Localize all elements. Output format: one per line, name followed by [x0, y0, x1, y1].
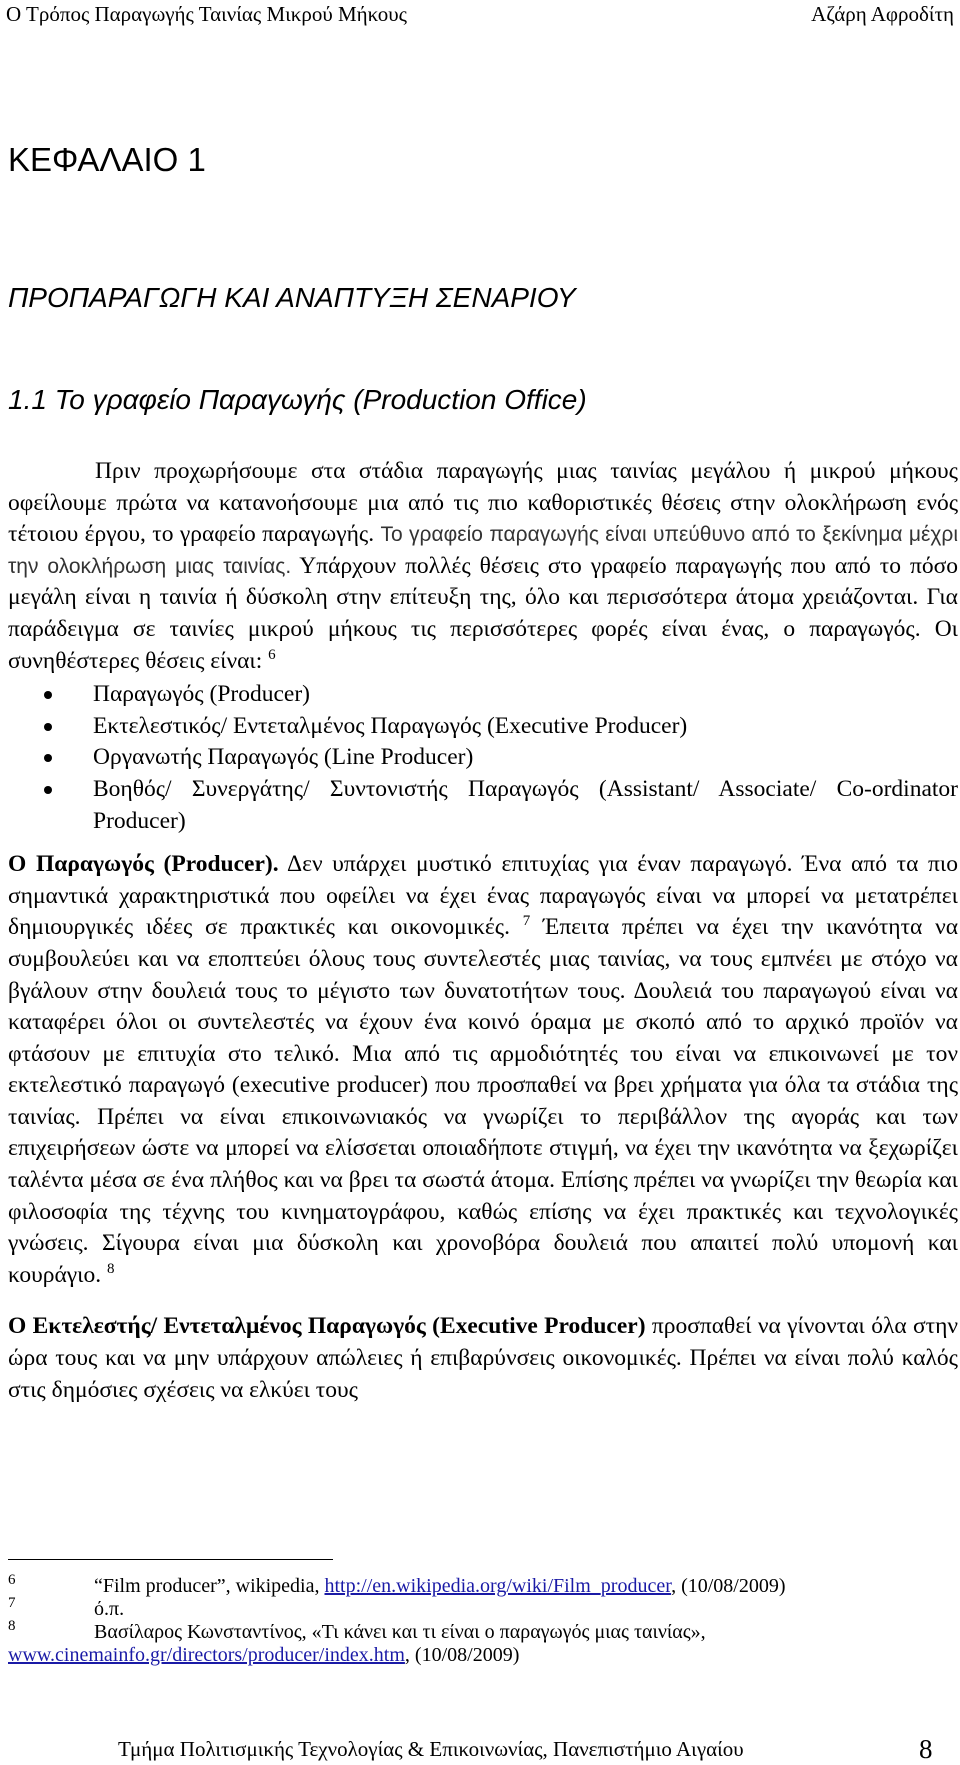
- header-document-title: Ο Τρόπος Παραγωγής Ταινίας Μικρού Μήκους: [6, 2, 407, 26]
- role-label: Οργανωτής Παραγωγός (Line Producer): [93, 744, 474, 771]
- page-footer: Τμήμα Πολιτισμικής Τεχνολογίας & Επικοινωνίας, Πανεπιστήμιο Αιγαίου: [118, 1737, 744, 1761]
- list-item: [8, 679, 958, 711]
- footnote-8: [8, 1618, 948, 1644]
- footnote-text: Βασίλαρος Κωνσταντίνος, «Τι κάνει και τι είναι ο παραγωγός μιας ταινίας»,: [94, 1621, 706, 1643]
- role-label: Βοηθός/ Συνεργάτης/ Συντονιστής Παραγωγός (Assistant/ Associate/ Co-ordinator Producer): [93, 775, 958, 834]
- producer-text-2: Έπειτα πρέπει να έχει την ικανότητα να συμβουλεύει και να εποπτεύει όλους τους συντελεστές μιας ταινίας, να τους εμπνέει με στόχο να βγάλουν στην δουλειά τους το μέγιστο των δυνατοτήτων τους. Δουλειά του παραγωγού είναι να καταφέρει όλοι οι συντελεστές να έχουν ένα κοινό όραμα με σκοπό από το αρχικό προϊόν να φτάσουν με επιτυχία στο τελικό. Μια από τις αρμοδιότητές του είναι να επικοινωνεί με τον εκτελεστικό παραγωγό (executive producer) που προσπαθεί να βρει χρήματα για όλα τα στάδια της ταινίας. Πρέπει να είναι επικοινωνιακός να γνωρίζει το περιβάλλον της αγοράς και των επιχειρήσεων ώστε να μπορεί να ελίσσεται οποιαδήποτε στιγμή, να έχει την ικανότητα να ξεχωρίζει ταλέντα μέσα σε ένα πλήθος και να βρει τα σωστά άτομα. Επίσης πρέπει να γνωρίζει την θεωρία και φιλοσοφία της τέχνης του κινηματογράφου, καθώς επίσης να έχει πρακτικές και τεχνολογικές γνώσεις. Σίγουρα είναι μια δύσκολη και χρονοβόρα δουλειά που απαιτεί πολύ υπομονή και κουράγιο.: [8, 914, 959, 1288]
- footnote-date: , (10/08/2009): [671, 1575, 786, 1597]
- footnote-number: 6: [8, 1572, 16, 1588]
- producer-heading: Ο Παραγωγός (Producer).: [8, 851, 279, 878]
- footnote-ref-7[interactable]: 7: [522, 913, 531, 930]
- bullet-icon: [44, 786, 52, 794]
- bullet-icon: [44, 754, 52, 762]
- chapter-title: ΠΡΟΠΑΡΑΓΩΓΗ ΚΑΙ ΑΝΑΠΤΥΞΗ ΣΕΝΑΡΙΟΥ: [8, 282, 576, 313]
- footnote-7: [8, 1595, 948, 1621]
- footnote-ref-6[interactable]: 6: [268, 646, 276, 663]
- footnote-text: “Film producer”, wikipedia,: [94, 1575, 320, 1597]
- role-label: Εκτελεστικός/ Εντεταλμένος Παραγωγός (Executive Producer): [93, 712, 688, 739]
- footnote-8-continuation: [8, 1644, 948, 1667]
- footnotes: [8, 1572, 948, 1667]
- list-item: [8, 711, 958, 743]
- intro-sentence-3: Υπάρχουν πολλές θέσεις στο γραφείο παραγωγής που από το πόσο μεγάλη είναι η ταινία ή δύσκολη στην επίτευξη της, όλο και περισσότερα άτομα χρειάζονται. Για παράδειγμα σε ταινίες μικρού μήκους τις περισσότερες φορές είναι ένας, ο παραγωγός. Οι συνηθέστερες θέσεις είναι:: [8, 552, 958, 674]
- footnote-date: , (10/08/2009): [404, 1644, 520, 1666]
- role-label: Παραγωγός (Producer): [93, 681, 310, 708]
- producer-paragraph: [8, 849, 958, 1291]
- intro-sentence-2: Το γραφείο παραγωγής είναι υπεύθυνο από το ξεκίνημα μέχρι την ολοκλήρωση μιας ταινίας.: [8, 523, 959, 578]
- footnote-separator: [8, 1559, 333, 1560]
- footnote-text: ό.π.: [94, 1598, 125, 1620]
- bullet-icon: [44, 691, 52, 699]
- list-item: [8, 774, 958, 837]
- header-author: Αζάρη Αφροδίτη: [811, 2, 954, 26]
- bullet-icon: [44, 723, 52, 731]
- producer-text-1: Δεν υπάρχει μυστικό επιτυχίας για έναν παραγωγό. Ένα από τα πιο σημαντικά χαρακτηριστικά που οφείλει να έχει ένας παραγωγός είναι να μπορεί να μετατρέπει δημιουργικές ιδέες σε πρακτικές και οικονομικές.: [8, 851, 958, 941]
- roles-list: [8, 679, 958, 837]
- chapter-label: ΚΕΦΑΛΑΙΟ 1: [8, 141, 206, 178]
- footnote-number: 7: [8, 1595, 16, 1611]
- list-item: [8, 742, 958, 774]
- intro-paragraph: [8, 456, 958, 677]
- cinemainfo-link[interactable]: www.cinemainfo.gr/directors/producer/index.htm: [8, 1644, 405, 1666]
- section-title: 1.1 Το γραφείο Παραγωγής (Production Office): [8, 384, 587, 415]
- executive-heading: Ο Εκτελεστής/ Εντεταλμένος Παραγωγός (Executive Producer): [8, 1313, 646, 1340]
- running-header: [6, 0, 954, 28]
- executive-text: προσπαθεί να γίνονται όλα στην ώρα τους και να μην υπάρχουν απώλειες ή επιβαρύνσεις οικονομικές. Πρέπει να είναι πολύ καλός στις δημόσιες σχέσεις να ελκύει τους: [8, 1313, 959, 1403]
- intro-sentence-1: Πριν προχωρήσουμε στα στάδια παραγωγής μιας ταινίας μεγάλου ή μικρού μήκους οφείλουμε πρώτα να κατανοήσουμε μια από τις πιο καθοριστικές θέσεις στην ολοκλήρωση ενός τέτοιου έργου, το γραφείο παραγωγής.: [8, 458, 958, 548]
- footnote-number: 8: [8, 1618, 16, 1634]
- body-text: [8, 456, 958, 1406]
- executive-paragraph: [8, 1311, 958, 1406]
- page-number: 8: [919, 1734, 933, 1764]
- wikipedia-link[interactable]: http://en.wikipedia.org/wiki/Film_producer: [324, 1575, 672, 1597]
- footnote-ref-8[interactable]: 8: [106, 1261, 115, 1278]
- footnote-6: [8, 1572, 948, 1598]
